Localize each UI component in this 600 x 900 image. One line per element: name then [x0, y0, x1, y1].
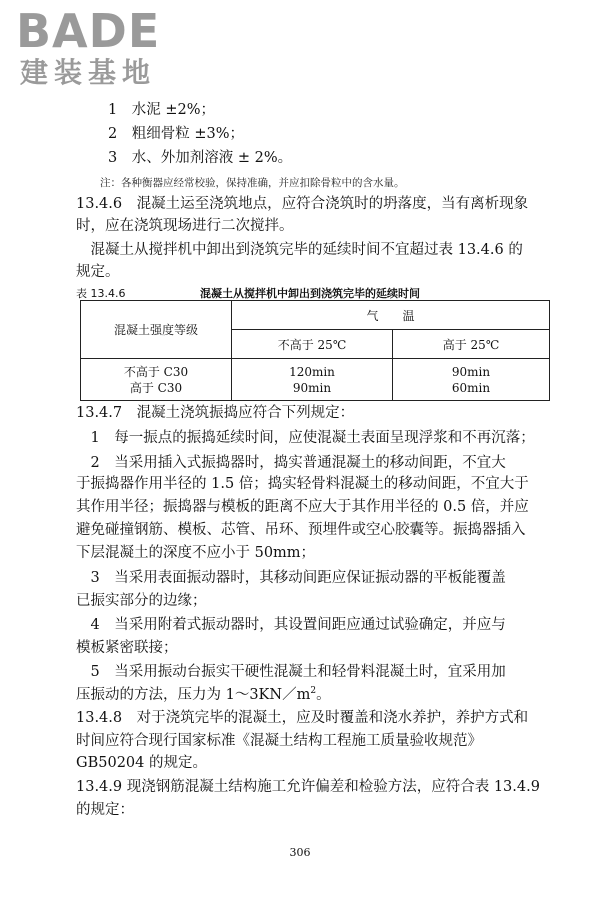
clause-13-4-7-line: 2 当采用插入式振捣器时，捣实普通混凝土的移动间距，不宜大: [76, 455, 506, 471]
clause-13-4-8-line: 时间应符合现行国家标准《混凝土结构工程施工质量验收规范》: [76, 733, 482, 749]
clause-13-4-7-line: 5 当采用振动台振实干硬性混凝土和轻骨料混凝土时，宜采用加: [76, 664, 506, 680]
list-item-text: 粗细骨粒 ±3%；: [131, 126, 244, 142]
clause-13-4-7-line: 下层混凝土的深度不应小于 50mm；: [76, 545, 316, 561]
clause-13-4-6-line: 混凝土从搅拌机中卸出到浇筑完毕的延续时间不宜超过表 13.4.6 的: [76, 242, 523, 258]
clause-13-4-7-line: 模板紧密联接；: [76, 640, 178, 656]
low-temp-cell: [232, 359, 393, 401]
low-temp-value: 120min: [289, 364, 335, 379]
clause-13-4-6-line: 规定。: [76, 264, 120, 280]
list-item: [108, 124, 244, 144]
clause-13-4-9-line: 的规定：: [76, 802, 134, 818]
clause-13-4-7-line: 1 每一振点的振捣延续时间，应使混凝土表面呈现浮浆和不再沉落；: [76, 430, 535, 446]
logo: [16, 6, 186, 90]
logo-subtitle: 建装基地: [20, 56, 157, 89]
list-item: [108, 100, 215, 120]
list-item-text: 水、外加剂溶液 ± 2%。: [131, 150, 293, 166]
clause-13-4-7-line: [76, 685, 331, 705]
high-temp-cell: [393, 359, 550, 401]
clause-13-4-7-heading: 13.4.7 混凝土浇筑振捣应符合下列规定：: [76, 405, 355, 421]
low-temp-value: 90min: [292, 380, 332, 395]
subheader-above-25: 高于 25℃: [393, 330, 550, 359]
duration-table: [80, 300, 550, 401]
clause-13-4-7-line: 已振实部分的边缘；: [76, 593, 207, 609]
header-strength-grade: 混凝土强度等级: [81, 301, 232, 359]
clause-13-4-7-line: 于振捣器作用半径的 1.5 倍；捣实轻骨料混凝土的移动间距，不宜大于: [76, 476, 529, 492]
list-item-number: 3: [108, 150, 118, 166]
clause-13-4-7-line: 避免碰撞钢筋、模板、芯管、吊环、预埋件或空心胶囊等。振捣器插入: [76, 522, 526, 538]
weighing-note: 注：各种衡器应经常校验，保持准确，并应扣除骨粒中的含水量。: [100, 177, 405, 189]
table-row: [81, 359, 550, 401]
clause-13-4-7-line: 3 当采用表面振动器时，其移动间距应保证振动器的平板能覆盖: [76, 570, 506, 586]
high-temp-value: 90min: [451, 364, 491, 379]
list-item: [108, 148, 292, 168]
clause-13-4-6-line: 13.4.6 混凝土运至浇筑地点，应符合浇筑时的坍落度，当有离析现象: [76, 196, 529, 212]
page-number: 306: [289, 846, 311, 859]
header-temperature: 气 温: [232, 301, 550, 330]
grade-value: 高于 C30: [129, 380, 183, 395]
clause-13-4-8-line: 13.4.8 对于浇筑完毕的混凝土，应及时覆盖和浇水养护，养护方式和: [76, 710, 529, 726]
clause-13-4-9-line: 13.4.9 现浇钢筋混凝土结构施工允许偏差和检验方法，应符合表 13.4.9: [76, 779, 540, 795]
clause-13-4-7-line: 其作用半径；振捣器与模板的距离不应大于其作用半径的 0.5 倍，并应: [76, 499, 529, 515]
table-title: 混凝土从搅拌机中卸出到浇筑完毕的延续时间: [200, 287, 420, 300]
clause-13-4-7-line: 4 当采用附着式振动器时，其设置间距应通过试验确定，并应与: [76, 617, 506, 633]
grade-value: 不高于 C30: [123, 364, 189, 379]
logo-brand: BADE: [16, 4, 161, 58]
pressure-exponent: 2: [310, 686, 317, 697]
pressure-period: 。: [316, 687, 331, 703]
table-number: 表 13.4.6: [76, 287, 126, 300]
list-item-number: 1: [108, 102, 118, 118]
list-item-text: 水泥 ±2%；: [131, 102, 215, 118]
high-temp-value: 60min: [451, 380, 491, 395]
pressure-text: 压振动的方法，压力为 1～3KN／m: [76, 687, 311, 703]
subheader-not-above-25: 不高于 25℃: [232, 330, 393, 359]
clause-13-4-8-line: GB50204 的规定。: [76, 755, 207, 771]
list-item-number: 2: [108, 126, 118, 142]
grade-cell: [81, 359, 232, 401]
clause-13-4-6-line: 时，应在浇筑现场进行二次搅拌。: [76, 218, 294, 234]
